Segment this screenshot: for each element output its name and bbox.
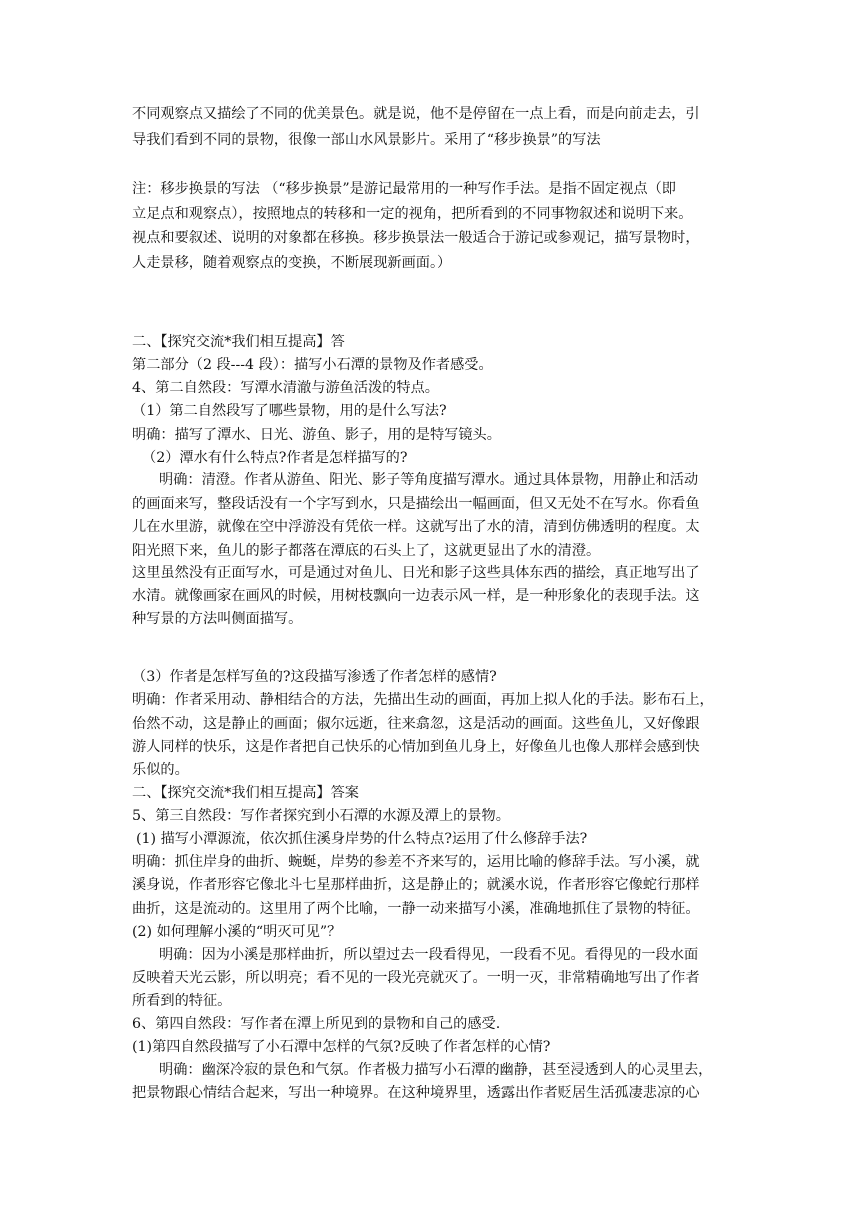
answer-line: 种写景的方法叫侧面描写。: [132, 611, 303, 627]
answer-line: 的画面来写，整段话没有一个字写到水，只是描绘出一幅画面，但又无处不在写水。你看鱼: [132, 496, 700, 512]
answer-line: 乐似的。: [132, 762, 189, 778]
note-line: 立足点和观察点），按照地点的转移和一定的视角，把所看到的不同事物叙述和说明下来。: [132, 206, 693, 222]
section-heading: 二、【探究交流*我们相互提高】答案: [132, 785, 359, 801]
note-line: 人走景移，随着观察点的变换，不断展现新画面。）: [132, 255, 452, 271]
answer-line: 溪身说，作者形容它像北斗七星那样曲折，这是静止的；就溪水说，作者形容它像蛇行那样: [132, 877, 700, 893]
answer-line: 明确：幽深冷寂的景色和气氛。作者极力描写小石潭的幽静，甚至浸透到人的心灵里去，: [159, 1062, 713, 1078]
question-line: （1）第二自然段写了哪些景物，用的是什么写法?: [132, 403, 447, 419]
section-line: 6、第四自然段：写作者在潭上所见到的景物和自己的感受.: [132, 1016, 501, 1032]
note-line: 视点和要叙述、说明的对象都在移换。移步换景法一般适合于游记或参观记，描写景物时，: [132, 230, 700, 246]
answer-line: 佁然不动，这是静止的画面；俶尔远逝，往来翕忽，这是活动的画面。这些鱼儿，又好像跟: [132, 716, 700, 732]
section-line: 5、第三自然段：写作者探究到小石潭的水源及潭上的景物。: [132, 808, 510, 824]
question-line: (2) 如何理解小溪的“明灭可见”？: [132, 924, 342, 940]
section-heading: 二、【探究交流*我们相互提高】答: [132, 334, 345, 350]
answer-line: 明确：作者采用动、静相结合的方法，先描出生动的画面，再加上拟人化的手法。影布石上，: [132, 692, 714, 708]
question-line: (1) 描写小潭源流，依次抓住溪身岸势的什么特点?运用了什么修辞手法?: [136, 831, 588, 847]
note-line: 注：移步换景的写法 （“移步换景”是游记最常用的一种写作手法。是指不固定视点（即: [132, 181, 676, 197]
question-line: （2）潭水有什么特点?作者是怎样描写的?: [142, 450, 408, 466]
answer-line: 游人同样的快乐，这是作者把自己快乐的心情加到鱼儿身上，好像鱼儿也像人那样会感到快: [132, 739, 700, 755]
answer-line: 把景物跟心情结合起来，写出一种境界。在这种境界里，透露出作者贬居生活孤凄悲凉的心: [132, 1085, 700, 1101]
intro-line: 不同观察点又描绘了不同的优美景色。就是说，他不是停留在一点上看，而是向前走去，引: [132, 106, 700, 122]
answer-line: 这里虽然没有正面写水，可是通过对鱼儿、日光和影子这些具体东西的描绘，真正地写出了: [132, 565, 700, 581]
answer-line: 明确：因为小溪是那样曲折，所以望过去一段看得见，一段看不见。看得见的一段水面: [159, 947, 699, 963]
question-line: （3）作者是怎样写鱼的?这段描写渗透了作者怎样的感情?: [132, 669, 497, 685]
answer-line: 所看到的特征。: [132, 993, 232, 1009]
answer-line: 明确：清澄。作者从游鱼、阳光、影子等角度描写潭水。通过具体景物，用静止和活动: [159, 472, 699, 488]
answer-line: 反映着天光云影，所以明亮；看不见的一段光亮就灭了。一明一灭，非常精确地写出了作者: [132, 970, 700, 986]
answer-line: 明确：抓住岸身的曲折、蜿蜒，岸势的参差不齐来写的，运用比喻的修辞手法。写小溪，就: [132, 854, 700, 870]
answer-line: 水清。就像画家在画风的时候，用树枝飘向一边表示风一样，是一种形象化的表现手法。这: [132, 588, 700, 604]
answer-line: 阳光照下来，鱼儿的影子都落在潭底的石头上了，这就更显出了水的清澄。: [132, 543, 601, 559]
section-line: 第二部分（2 段---4 段）：描写小石潭的景物及作者感受。: [132, 357, 493, 373]
question-line: (1)第四自然段描写了小石潭中怎样的气氛?反映了作者怎样的心情?: [132, 1039, 551, 1055]
section-line: 4、第二自然段：写潭水清澈与游鱼活泼的特点。: [132, 380, 439, 396]
answer-line: 明确：描写了潭水、日光、游鱼、影子，用的是特写镜头。: [132, 427, 501, 443]
answer-line: 儿在水里游，就像在空中浮游没有凭依一样。这就写出了水的清，清到仿佛透明的程度。太: [132, 519, 700, 535]
answer-line: 曲折，这是流动的。这里用了两个比喻，一静一动来描写小溪，准确地抓住了景物的特征。: [132, 901, 700, 917]
intro-line: 导我们看到不同的景物，很像一部山水风景影片。采用了“移步换景”的写法: [132, 132, 601, 148]
